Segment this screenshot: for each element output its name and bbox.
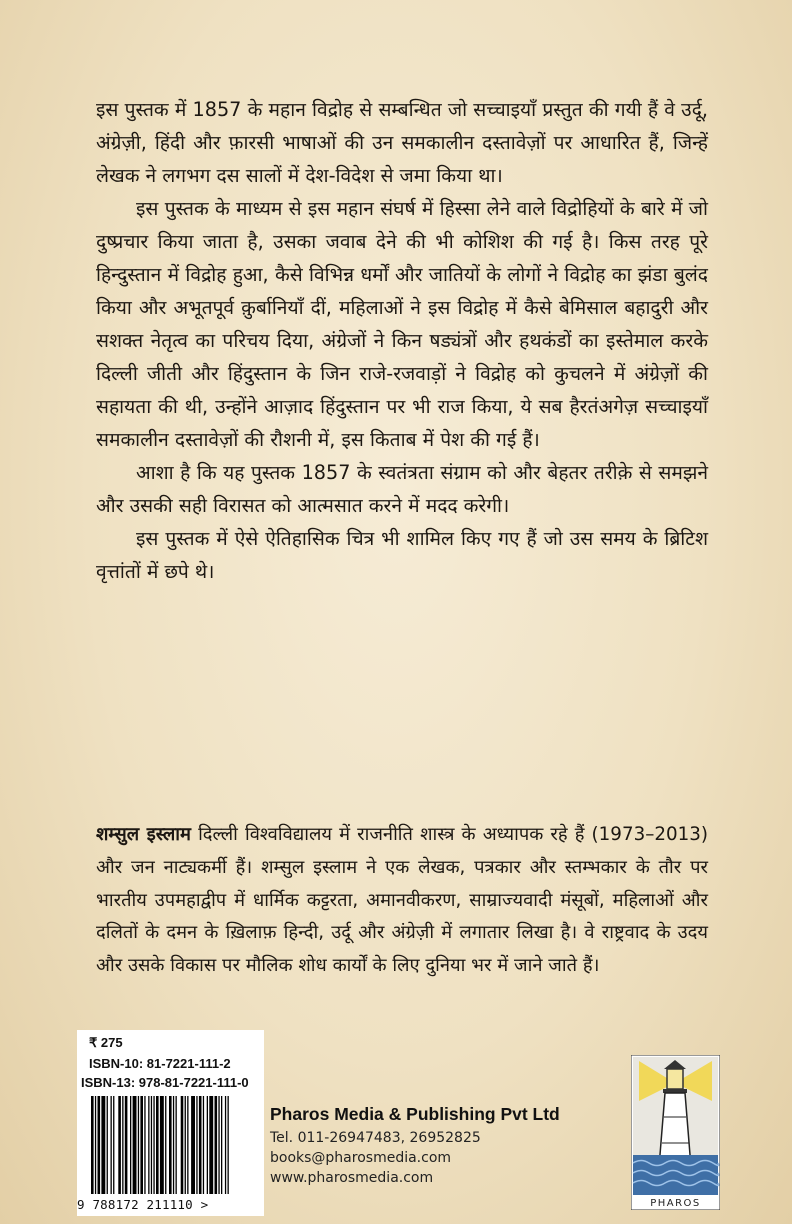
blurb-paragraph: आशा है कि यह पुस्तक 1857 के स्वतंत्रता संग्राम को और बेहतर तरीक़े से समझने और उसकी सही विरासत को आत्मसात करने में मदद करेगी।: [96, 461, 708, 517]
author-name: शम्सुल इस्लाम: [96, 824, 191, 845]
price-label: ₹ 275: [89, 1035, 123, 1050]
barcode: [89, 1096, 259, 1194]
barcode-digits: 9 788172 211110 >: [77, 1197, 209, 1212]
isbn-10-label: ISBN-10: 81-7221-111-2: [89, 1056, 231, 1071]
author-bio-paragraph: [96, 819, 708, 983]
logo-label: PHAROS: [650, 1198, 701, 1209]
publisher-website: www.pharosmedia.com: [270, 1170, 434, 1186]
publisher-info: [270, 1104, 630, 1188]
blurb-paragraph: इस पुस्तक के माध्यम से इस महान संघर्ष में हिस्सा लेने वाले विद्रोहियों के बारे में जो दुष्प्रचार किया जाता है, उसका जवाब देने की भी कोशिश की गई है। किस तरह पूरे हिन्दुस्तान में विद्रोह हुआ, कैसे विभिन्न धर्मों और जातियों के लोगों ने विद्रोह का झंडा बुलंद किया और अभूतपूर्व क़ुर्बानियाँ दीं, महिलाओं ने इस विद्रोह में कैसे बेमिसाल बहादुरी और सशक्त नेतृत्व का परिचय दिया, अंग्रेजों ने किन षड्यंत्रों और हथकंडों का इस्तेमाल करके दिल्ली जीती और हिंदुस्तान के जिन राजे-रजवाड़ों ने विद्रोह को कुचलने में अंग्रेज़ों की सहायता की थी, उन्होंने आज़ाद हिंदुस्तान पर भी राज किया, ये सब हैरतंअगेज़ सच्चाइयाँ समकालीन दस्तावेज़ों की रौशनी में, इस किताब में पेश की गई हैं।: [96, 197, 708, 451]
lighthouse-lamp: [667, 1069, 683, 1089]
publisher-name: Pharos Media & Publishing Pvt Ltd: [270, 1104, 560, 1124]
author-bio: [96, 819, 708, 983]
publisher-email: books@pharosmedia.com: [270, 1150, 452, 1166]
isbn-barcode-box: [77, 1030, 264, 1216]
author-bio-text: दिल्ली विश्वविद्यालय में राजनीति शास्त्र के अध्यापक रहे हैं (1973–2013) और जन नाट्यकर्मी हैं। शम्सुल इस्लाम ने एक लेखक, पत्रकार और स्तम्भकार के तौर पर भारतीय उपमहाद्वीप में धार्मिक कट्टरता, अमानवीकरण, साम्राज्यवादी मंसूबों, महिलाओं और दलितों के दमन के ख़िलाफ़ हिन्दी, उर्दू और अंग्रेज़ी में लगातार लिखा है। वे राष्ट्रवाद के उदय और उसके विकास पर मौलिक शोध कार्यों के लिए दुनिया भर में जाने जाते हैं।: [96, 824, 709, 977]
publisher-phone: Tel. 011-26947483, 26952825: [270, 1130, 481, 1146]
isbn-13-label: ISBN-13: 978-81-7221-111-0: [81, 1075, 249, 1090]
pharos-logo: [631, 1055, 720, 1210]
back-cover-blurb: [96, 93, 708, 588]
blurb-paragraph: इस पुस्तक में 1857 के महान विद्रोह से सम्बन्धित जो सच्चाइयाँ प्रस्तुत की गयी हैं वे उर्दू, अंग्रेज़ी, हिंदी और फ़ारसी भाषाओं की उन समकालीन दस्तावेज़ों पर आधारित हैं, जिन्हें लेखक ने लगभग दस सालों में देश-विदेश से जमा किया था।: [96, 98, 708, 187]
blurb-paragraph: इस पुस्तक में ऐसे ऐतिहासिक चित्र भी शामिल किए गए हैं जो उस समय के ब्रिटिश वृत्तांतों में छपे थे।: [96, 527, 708, 583]
